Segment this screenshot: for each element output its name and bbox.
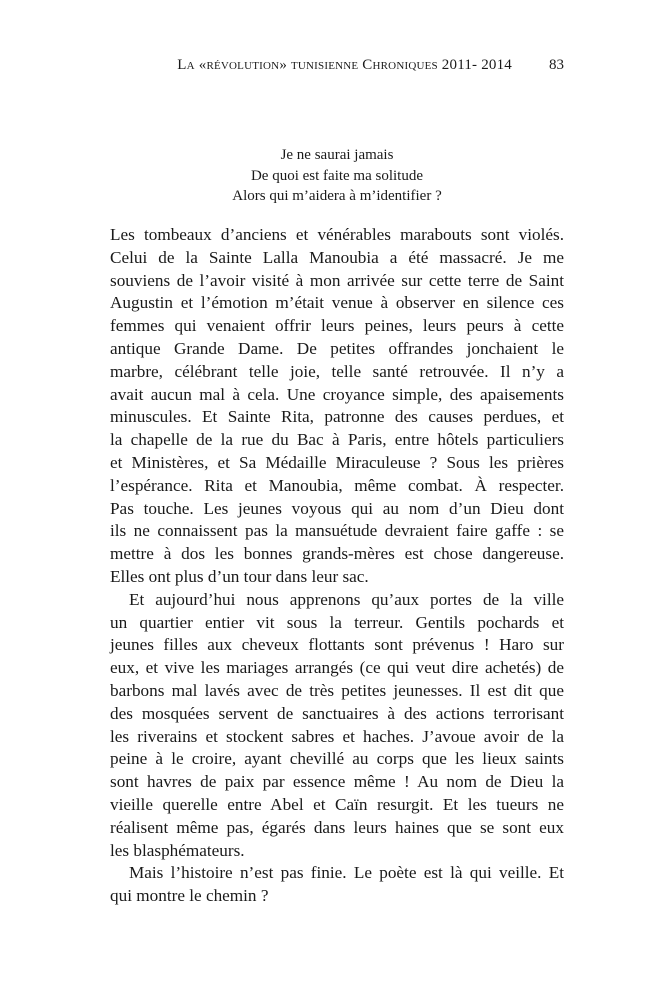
paragraph: [110, 224, 564, 589]
paragraph-line: jeunes filles aux cheveux flottants sont prévenus ! Haro sur: [110, 635, 564, 655]
paragraph-line: sont havres de paix par essence même ! Au nom de Dieu la: [110, 772, 564, 792]
paragraph-line: Pas touche. Les jeunes voyous qui au nom d’un Dieu dont: [110, 498, 564, 518]
paragraph-line: l’espérance. Rita et Manoubia, même combat. À respecter.: [110, 475, 564, 495]
paragraph-line: réalisent même pas, égarés dans leurs haines que se sont eux: [110, 817, 564, 837]
paragraph-line: eux, et vive les mariages arrangés (ce qui veut dire achetés) de: [110, 658, 564, 678]
epigraph: [110, 145, 564, 207]
paragraph-line: les blasphémateurs.: [110, 840, 245, 860]
paragraph-line: Et aujourd’hui nous apprenons qu’aux portes de la ville: [129, 589, 564, 609]
paragraph-line: peine à le croire, ayant chevillé au corps que les lieux saints: [110, 749, 564, 769]
paragraph-line: antique Grande Dame. De petites offrandes jonchaient le: [110, 338, 564, 358]
epigraph-line: Je ne saurai jamais: [280, 147, 394, 163]
paragraph-line: Elles ont plus d’un tour dans leur sac.: [110, 566, 369, 586]
paragraph-line: minuscules. Et Sainte Rita, patronne des causes perdues, et: [110, 407, 564, 427]
running-head: [110, 57, 564, 79]
paragraph: [110, 862, 564, 908]
paragraph-line: Les tombeaux d’anciens et vénérables marabouts sont violés.: [110, 225, 564, 244]
paragraph-line: mettre à dos les bonnes grands-mères est chose dangereuse.: [110, 544, 564, 564]
paragraph-line: les riverains et stockent sabres et haches. J’avoue avoir de la: [110, 726, 564, 746]
paragraph-line: Celui de la Sainte Lalla Manoubia a été massacré. Je me: [110, 247, 564, 267]
paragraph-line: marbre, célébrant telle joie, telle santé retrouvée. Il n’y a: [110, 361, 564, 381]
body-text: [110, 224, 564, 908]
paragraph-line: femmes qui venaient offrir leurs peines, leurs peurs à cette: [110, 316, 564, 336]
paragraph-line: Mais l’histoire n’est pas finie. Le poète est là qui veille. Et: [129, 863, 564, 883]
epigraph-line: Alors qui m’aidera à m’identifier ?: [232, 188, 442, 204]
paragraph-line: et Ministères, et Sa Médaille Miraculeuse ? Sous les prières: [110, 452, 564, 472]
paragraph-line: des mosquées servent de sanctuaires à des actions terrorisant: [110, 703, 564, 723]
paragraph-line: un quartier entier vit sous la terreur. Gentils pochards et: [110, 612, 564, 632]
running-title: La «révolution» tunisienne Chroniques 2011- 2014: [177, 57, 512, 73]
paragraph-line: barbons mal lavés avec de très petites jeunesses. Il est dit que: [110, 680, 564, 700]
page-number: 83: [549, 57, 564, 73]
paragraph-line: qui montre le chemin ?: [110, 886, 269, 906]
paragraph-line: la chapelle de la rue du Bac à Paris, entre hôtels particuliers: [110, 430, 564, 450]
paragraph-line: ils ne connaissent pas la mansuétude devraient faire gaffe : se: [110, 521, 564, 541]
paragraph: [110, 589, 564, 863]
paragraph-line: vieille querelle entre Abel et Caïn resurgit. Et les tueurs ne: [110, 794, 564, 814]
paragraph-line: souviens de l’avoir visité à mon arrivée sur cette terre de Saint: [110, 270, 564, 290]
epigraph-line: De quoi est faite ma solitude: [250, 167, 424, 184]
paragraph-line: avait aucun mal à cela. Une croyance simple, des apaisements: [110, 384, 564, 404]
paragraph-line: Augustin et l’émotion m’était venue à observer en silence ces: [110, 293, 564, 313]
